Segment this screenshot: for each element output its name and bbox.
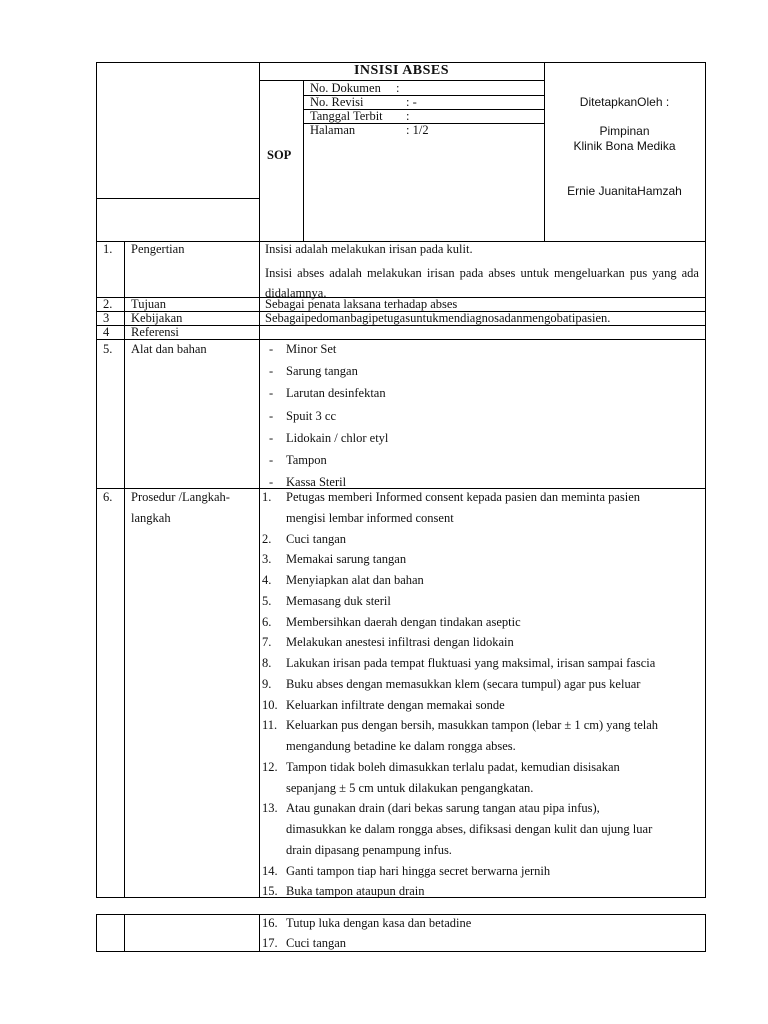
equipment-item: Minor Set bbox=[286, 342, 337, 356]
step-text: Memasang duk steril bbox=[286, 593, 391, 608]
row-label: Prosedur /Langkah- bbox=[131, 490, 230, 504]
step-text: drain dipasang penampung infus. bbox=[286, 842, 452, 857]
approval-clinic: Klinik Bona Medika bbox=[573, 139, 676, 153]
step-number: 15. bbox=[262, 884, 278, 899]
step-number: 3. bbox=[262, 552, 272, 567]
step-number: 14. bbox=[262, 863, 278, 878]
step-number: 9. bbox=[262, 676, 272, 691]
step-number: 2. bbox=[262, 531, 272, 546]
sop-label: SOP bbox=[267, 148, 292, 162]
doc-number-value: : bbox=[396, 81, 400, 95]
step-number: 4. bbox=[262, 573, 272, 587]
step-text: Melakukan anestesi infiltrasi dengan lidokain bbox=[286, 635, 514, 650]
page-value: : 1/2 bbox=[406, 123, 429, 137]
step-number: 8. bbox=[262, 656, 272, 670]
issue-date-value: : bbox=[406, 109, 410, 123]
step-text: Cuci tangan bbox=[286, 936, 347, 950]
step-number: 16. bbox=[262, 916, 278, 930]
step-text: Membersihkan daerah dengan tindakan aseptic bbox=[286, 614, 521, 629]
step-text: Memakai sarung tangan bbox=[286, 552, 407, 567]
list-bullet: - bbox=[269, 364, 274, 379]
list-bullet: - bbox=[269, 475, 274, 490]
row-number: 2. bbox=[103, 297, 113, 311]
equipment-item: Sarung tangan bbox=[286, 364, 358, 379]
list-bullet: - bbox=[269, 408, 274, 423]
step-text: Cuci tangan bbox=[286, 531, 347, 546]
revision-value: : - bbox=[406, 95, 417, 109]
step-text: Ganti tampon tiap hari hingga secret berwarna jernih bbox=[286, 863, 551, 878]
definition-text-1: Insisi adalah melakukan irisan pada kulit. bbox=[265, 242, 473, 256]
approval-position: Pimpinan bbox=[599, 124, 650, 138]
step-text: dimasukkan ke dalam rongga abses, difiksasi dengan kulit dan ujung luar bbox=[286, 822, 653, 836]
issue-date-label: Tanggal Terbit bbox=[310, 109, 383, 123]
row-label: Kebijakan bbox=[131, 311, 183, 325]
definition-text-2: Insisi abses adalah melakukan irisan pada abses untuk mengeluarkan pus yang ada didalamnya. bbox=[265, 266, 699, 300]
step-text: Lakukan irisan pada tempat fluktuasi yang maksimal, irisan sampai fascia bbox=[286, 656, 656, 670]
step-number: 6. bbox=[262, 614, 272, 629]
policy-text: Sebagaipedomanbagipetugasuntukmendiagnosadanmengobatipasien. bbox=[265, 311, 611, 325]
step-number: 7. bbox=[262, 635, 272, 650]
approval-signatory: Ernie JuanitaHamzah bbox=[567, 184, 682, 198]
step-text: Keluarkan infiltrate dengan memakai sonde bbox=[286, 697, 505, 712]
step-text: Petugas memberi Informed consent kepada pasien dan meminta pasien bbox=[286, 490, 641, 504]
row-label: Referensi bbox=[131, 325, 179, 339]
step-text: mengisi lembar informed consent bbox=[286, 510, 454, 525]
step-number: 17. bbox=[262, 936, 278, 950]
doc-number-label: No. Dokumen bbox=[310, 81, 381, 95]
step-text: Menyiapkan alat dan bahan bbox=[286, 573, 424, 587]
row-label: Alat dan bahan bbox=[131, 342, 207, 356]
row-number: 4 bbox=[103, 325, 110, 339]
purpose-text: Sebagai penata laksana terhadap abses bbox=[265, 297, 458, 311]
row-label: Tujuan bbox=[131, 297, 166, 311]
step-text: Keluarkan pus dengan bersih, masukkan tampon (lebar ± 1 cm) yang telah bbox=[286, 718, 659, 733]
page-label: Halaman bbox=[310, 123, 356, 137]
step-text: Atau gunakan drain (dari bekas sarung tangan atau pipa infus), bbox=[286, 801, 600, 816]
row-number: 1. bbox=[103, 242, 113, 256]
equipment-item: Larutan desinfektan bbox=[286, 386, 386, 401]
list-bullet: - bbox=[269, 386, 274, 401]
equipment-item: Lidokain / chlor etyl bbox=[286, 430, 389, 445]
step-text: Tutup luka dengan kasa dan betadine bbox=[286, 916, 472, 930]
revision-label: No. Revisi bbox=[310, 95, 364, 109]
step-text: Buku abses dengan memasukkan klem (secara tumpul) agar pus keluar bbox=[286, 676, 641, 691]
step-number: 12. bbox=[262, 759, 278, 774]
step-number: 13. bbox=[262, 801, 278, 816]
row-label-continued: langkah bbox=[131, 511, 171, 525]
document-title: INSISI ABSES bbox=[353, 63, 450, 78]
list-bullet: - bbox=[269, 453, 274, 467]
step-number: 10. bbox=[262, 697, 278, 712]
step-number: 11. bbox=[262, 718, 278, 733]
list-bullet: - bbox=[269, 430, 274, 445]
row-number: 5. bbox=[103, 342, 113, 356]
row-number: 3 bbox=[103, 311, 110, 325]
row-label: Pengertian bbox=[131, 242, 185, 256]
list-bullet: - bbox=[269, 342, 274, 356]
step-number: 5. bbox=[262, 593, 272, 608]
equipment-item: Tampon bbox=[286, 453, 327, 467]
row-number: 6. bbox=[103, 490, 113, 504]
equipment-item: Spuit 3 cc bbox=[286, 408, 336, 423]
step-text: Buka tampon ataupun drain bbox=[286, 884, 425, 899]
step-number: 1. bbox=[262, 490, 272, 504]
step-text: Tampon tidak boleh dimasukkan terlalu padat, kemudian disisakan bbox=[286, 759, 620, 774]
approval-heading: DitetapkanOleh : bbox=[579, 95, 670, 109]
step-text: sepanjang ± 5 cm untuk dilakukan pengangkatan. bbox=[286, 780, 534, 795]
step-text: mengandung betadine ke dalam rongga abses. bbox=[286, 739, 516, 753]
equipment-item: Kassa Steril bbox=[286, 475, 347, 490]
